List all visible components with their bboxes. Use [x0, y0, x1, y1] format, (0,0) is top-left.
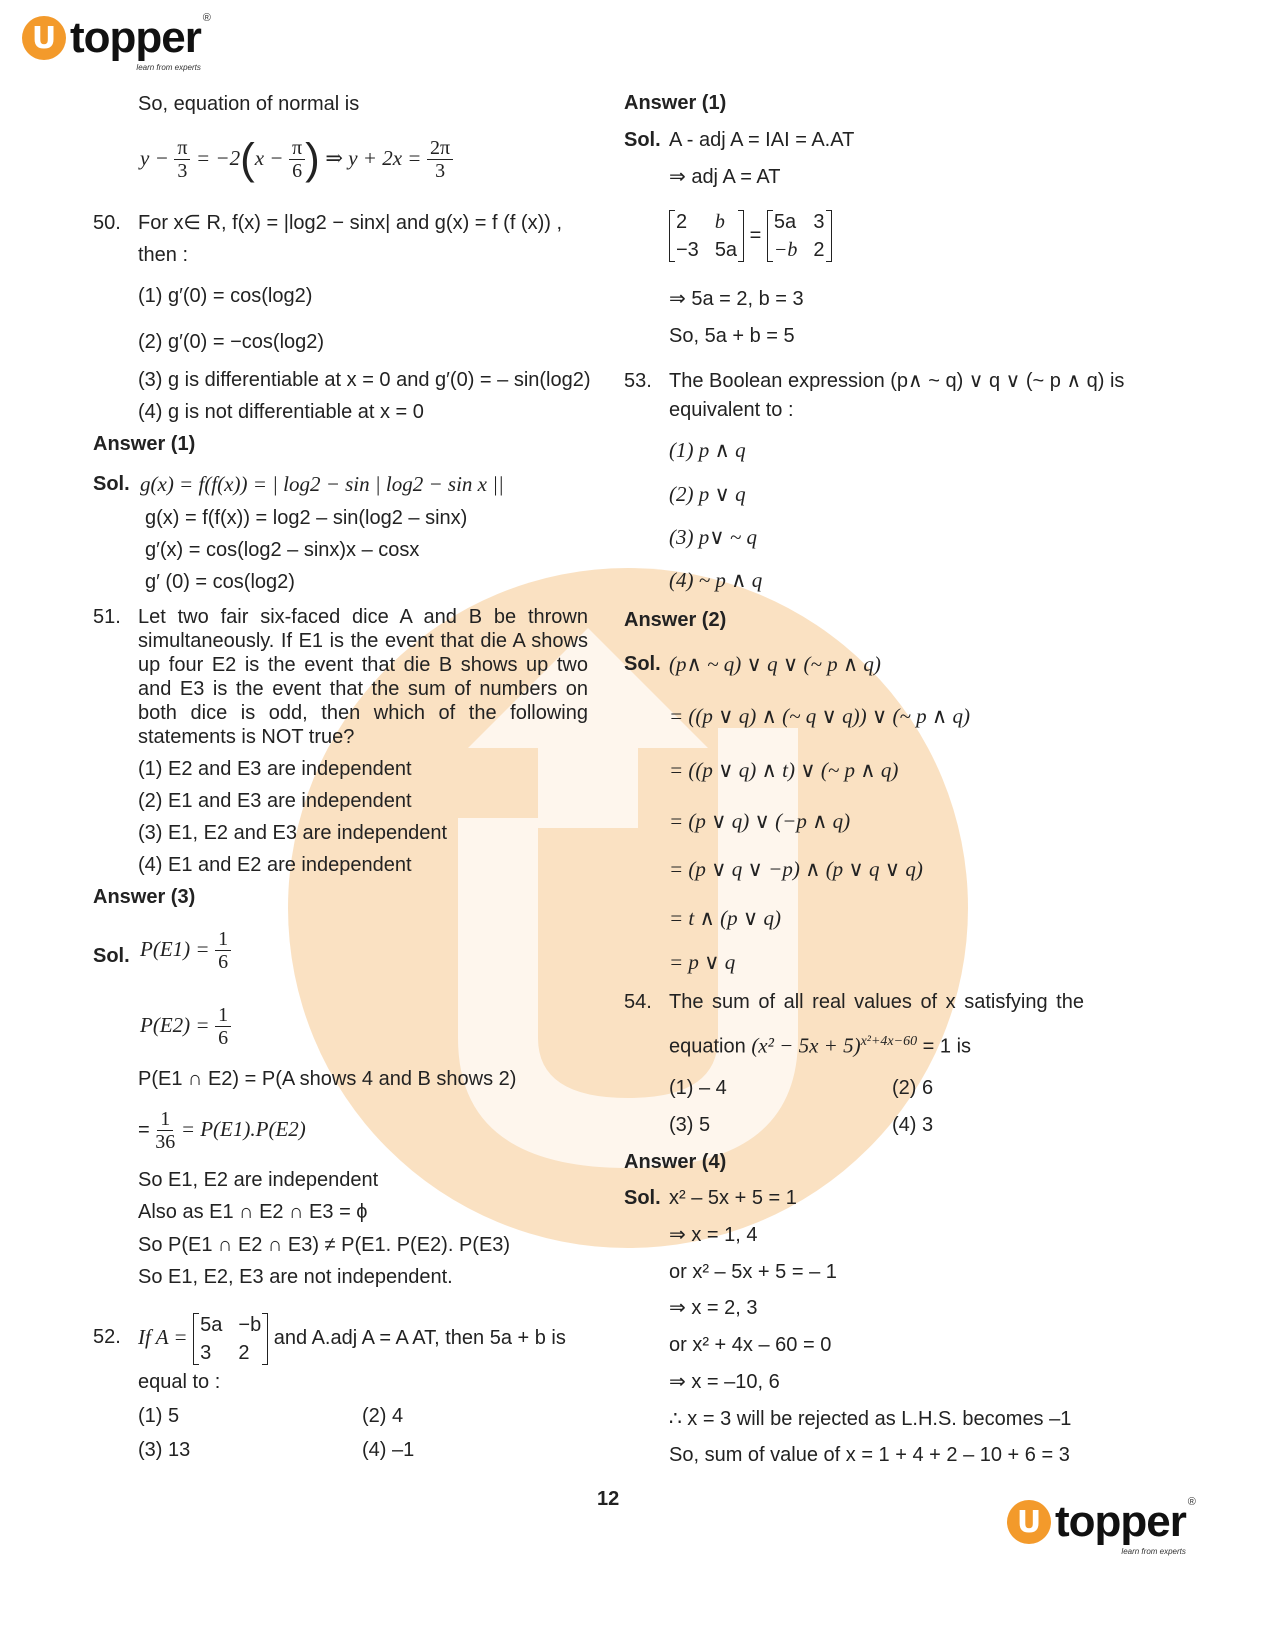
q54-sol-line-5: or x² + 4x – 60 = 0	[669, 1334, 832, 1356]
q51-option-3: (3) E1, E2 and E3 are independent	[138, 822, 448, 844]
q50-answer: Answer (1)	[93, 433, 196, 455]
q50-sol-line-1: g(x) = f(f(x)) = | log2 − sin | log2 − sin x ||	[140, 472, 504, 496]
q52-sol-label: Sol.	[624, 129, 661, 151]
q54-option-1: (1) – 4	[669, 1077, 727, 1099]
q51-sol-line-4: = $\frac{1}{36}$ = P(E1).P(E2)	[138, 1108, 306, 1153]
q51-sol-line-7: So P(E1 ∩ E2 ∩ E3) ≠ P(E1. P(E2). P(E3)	[138, 1234, 511, 1256]
q52-option-4: (4) –1	[362, 1439, 415, 1461]
logo-u-icon: U	[22, 16, 66, 60]
q53-sol-line-1: (p∧ ~ q) ∨ q ∨ (~ p ∧ q)	[669, 652, 881, 676]
q51-sol-line-8: So E1, E2, E3 are not independent.	[138, 1266, 453, 1288]
q50-stem: For x∈ R, f(x) = |log2 − sinx| and g(x) = f (f (x)) ,	[138, 212, 563, 234]
q52-option-2: (2) 4	[362, 1405, 404, 1427]
q52-sol-matrices: 2 b −3 5a = 5a 3 −b 2	[669, 210, 832, 262]
q51-sol-pe1: P(E1) = $\frac{1}{6}$	[140, 928, 231, 973]
q53-stem-b: equivalent to :	[669, 399, 794, 421]
footer-logo	[1007, 1496, 1196, 1556]
q51-sol-line-6: Also as E1 ∩ E2 ∩ E3 = ϕ	[138, 1201, 368, 1223]
q54-option-3: (3) 5	[669, 1114, 711, 1136]
matrix-adj: 2 b −3 5a	[669, 210, 744, 262]
q53-sol-line-5: = (p ∨ q ∨ −p) ∧ (p ∨ q ∨ q)	[669, 857, 923, 881]
matrix-transpose: 5a 3 −b 2	[767, 210, 832, 262]
logo-tagline: learn from experts	[136, 63, 201, 72]
q54-number: 54.	[624, 991, 652, 1013]
q51-option-4: (4) E1 and E2 are independent	[138, 854, 412, 876]
q54-sol-line-1: x² – 5x + 5 = 1	[669, 1187, 797, 1209]
q52-stem-b: equal to :	[138, 1371, 221, 1393]
q54-sol-line-2: ⇒ x = 1, 4	[669, 1224, 758, 1246]
q50-sol-line-4: g′ (0) = cos(log2)	[145, 571, 295, 593]
normal-intro: So, equation of normal is	[138, 93, 360, 115]
q52-answer: Answer (1)	[624, 92, 727, 114]
q53-option-1: (1) p ∧ q	[669, 438, 746, 462]
q53-answer: Answer (2)	[624, 609, 727, 631]
q50-sol-line-3: g′(x) = cos(log2 – sinx)x – cosx	[145, 539, 420, 561]
q54-option-2: (2) 6	[892, 1077, 934, 1099]
logo-text: topper	[70, 13, 201, 62]
q52-sol-line-3: ⇒ 5a = 2, b = 3	[669, 288, 804, 310]
q53-sol-line-7: = p ∨ q	[669, 950, 736, 974]
registered-mark: ®	[1187, 1496, 1196, 1508]
q50-sol-label: Sol.	[93, 473, 130, 495]
q54-option-4: (4) 3	[892, 1114, 934, 1136]
q52-sol-line-1: A - adj A = IAI = A.AT	[669, 129, 855, 151]
q50-sol-line-2: g(x) = f(f(x)) = log2 – sin(log2 – sinx)	[145, 507, 468, 529]
q51-stem: Let two fair six-faced dice A and B be thrown simultaneously. If E1 is the event that die A shows up four E2 is the event that die B shows up two and E3 is the event that the sum of numbers on both dice is odd, then which of the following statements is NOT true?	[138, 606, 588, 748]
q52-sol-line-2: ⇒ adj A = AT	[669, 166, 781, 188]
logo-text: topper	[1055, 1497, 1186, 1546]
q50-number: 50.	[93, 212, 121, 234]
q52-number: 52.	[93, 1326, 121, 1348]
q54-equation: equation $(x^2 - 5x + 5)^{x^2+4x-60} = 1$ is	[669, 1033, 972, 1058]
q51-number: 51.	[93, 606, 121, 628]
q53-stem: The Boolean expression (p∧ ~ q) ∨ q ∨ (~ p ∧ q) is	[669, 370, 1125, 392]
page-number: 12	[597, 1488, 620, 1510]
q54-sol-line-8: So, sum of value of x = 1 + 4 + 2 – 10 + 6 = 3	[669, 1444, 1070, 1466]
q51-sol-label: Sol.	[93, 945, 130, 967]
q53-option-2: (2) p ∨ q	[669, 482, 746, 506]
q51-option-1: (1) E2 and E3 are independent	[138, 758, 412, 780]
q52-matrix-a: 5a −b 3 2	[193, 1313, 268, 1365]
q52-stem: If A = 5a −b 3 2 and A.adj A = A AT, then 5a + b is	[138, 1313, 566, 1364]
q51-answer: Answer (3)	[93, 886, 196, 908]
q54-sol-line-4: ⇒ x = 2, 3	[669, 1297, 758, 1319]
q53-sol-line-6: = t ∧ (p ∨ q)	[669, 906, 781, 930]
q51-sol-line-3: P(E1 ∩ E2) = P(A shows 4 and B shows 2)	[138, 1068, 517, 1090]
q53-sol-line-4: = (p ∨ q) ∨ (−p ∧ q)	[669, 809, 851, 833]
q50-option-3: (3) g is differentiable at x = 0 and g′(0) = – sin(log2)	[138, 369, 591, 391]
registered-mark: ®	[202, 12, 211, 24]
q53-option-3: (3) p∨ ~ q	[669, 525, 757, 549]
q54-sol-label: Sol.	[624, 1187, 661, 1209]
q50-stem-b: then :	[138, 244, 189, 266]
q53-number: 53.	[624, 370, 652, 392]
q53-sol-line-3: = ((p ∨ q) ∧ t) ∨ (~ p ∧ q)	[669, 758, 899, 782]
q53-sol-line-2: = ((p ∨ q) ∧ (~ q ∨ q)) ∨ (~ p ∧ q)	[669, 704, 970, 728]
normal-equation: y − $\frac{\pi}{3}$ = −2(x − $\frac{\pi}{6}$ ) ⇒ y + 2x = $\frac{2\pi}{3}$	[140, 133, 453, 185]
q54-sol-line-6: ⇒ x = –10, 6	[669, 1371, 780, 1393]
q54-answer: Answer (4)	[624, 1151, 727, 1173]
q52-sol-line-4: So, 5a + b = 5	[669, 325, 795, 347]
q52-option-1: (1) 5	[138, 1405, 180, 1427]
q51-option-2: (2) E1 and E3 are independent	[138, 790, 412, 812]
q51-sol-line-5: So E1, E2 are independent	[138, 1169, 379, 1191]
q50-option-4: (4) g is not differentiable at x = 0	[138, 401, 424, 423]
logo-tagline: learn from experts	[1121, 1547, 1186, 1556]
q54-sol-line-7: ∴ x = 3 will be rejected as L.H.S. becomes –1	[669, 1408, 1072, 1430]
q53-option-4: (4) ~ p ∧ q	[669, 568, 763, 592]
q52-option-3: (3) 13	[138, 1439, 191, 1461]
q50-option-1: (1) g′(0) = cos(log2)	[138, 285, 313, 307]
q54-sol-line-3: or x² – 5x + 5 = – 1	[669, 1261, 837, 1283]
q51-sol-pe2: P(E2) = $\frac{1}{6}$	[140, 1004, 231, 1049]
q53-sol-label: Sol.	[624, 653, 661, 675]
header-logo	[22, 12, 211, 72]
q54-stem: The sum of all real values of x satisfying the	[669, 991, 1084, 1013]
q50-option-2: (2) g′(0) = −cos(log2)	[138, 331, 325, 353]
logo-u-icon: U	[1007, 1500, 1051, 1544]
